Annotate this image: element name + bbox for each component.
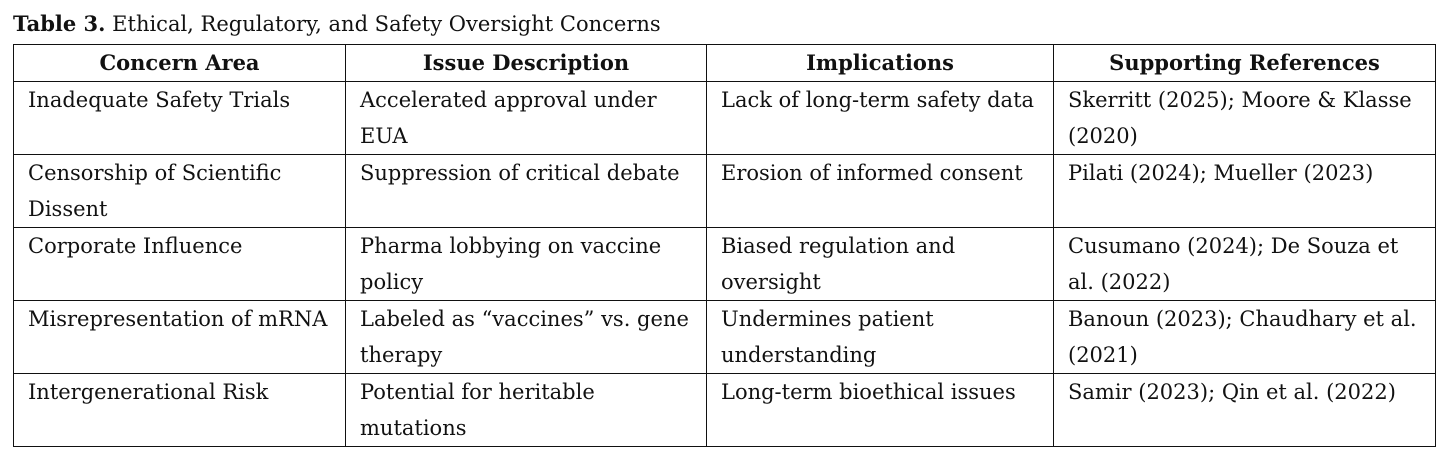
- table-row: [14, 301, 1436, 374]
- table-number: Table 3.: [13, 11, 106, 36]
- cell-supporting-references: Cusumano (2024); De Souza et al. (2022): [1054, 228, 1436, 301]
- table-title: Ethical, Regulatory, and Safety Oversight Concerns: [112, 12, 661, 36]
- table-row: [14, 155, 1436, 228]
- cell-concern-area: Censorship of Scientific Dissent: [14, 155, 346, 228]
- cell-implications: Long-term bioethical issues: [707, 374, 1054, 447]
- concerns-table: [13, 44, 1436, 447]
- cell-implications: Biased regulation and oversight: [707, 228, 1054, 301]
- cell-supporting-references: Skerritt (2025); Moore & Klasse (2020): [1054, 82, 1436, 155]
- cell-implications: Undermines patient understanding: [707, 301, 1054, 374]
- header-implications: Implications: [707, 45, 1054, 82]
- cell-concern-area: Misrepresentation of mRNA: [14, 301, 346, 374]
- header-concern-area: Concern Area: [14, 45, 346, 82]
- header-row: [14, 45, 1436, 82]
- table-caption: [13, 9, 661, 39]
- cell-implications: Erosion of informed consent: [707, 155, 1054, 228]
- cell-concern-area: Inadequate Safety Trials: [14, 82, 346, 155]
- cell-concern-area: Corporate Influence: [14, 228, 346, 301]
- cell-issue-description: Labeled as “vaccines” vs. gene therapy: [346, 301, 707, 374]
- cell-concern-area: Intergenerational Risk: [14, 374, 346, 447]
- cell-issue-description: Potential for heritable mutations: [346, 374, 707, 447]
- cell-supporting-references: Banoun (2023); Chaudhary et al. (2021): [1054, 301, 1436, 374]
- cell-supporting-references: Pilati (2024); Mueller (2023): [1054, 155, 1436, 228]
- cell-issue-description: Pharma lobbying on vaccine policy: [346, 228, 707, 301]
- cell-issue-description: Accelerated approval under EUA: [346, 82, 707, 155]
- cell-implications: Lack of long-term safety data: [707, 82, 1054, 155]
- table-row: [14, 374, 1436, 447]
- table-row: [14, 82, 1436, 155]
- cell-supporting-references: Samir (2023); Qin et al. (2022): [1054, 374, 1436, 447]
- cell-issue-description: Suppression of critical debate: [346, 155, 707, 228]
- table-row: [14, 228, 1436, 301]
- header-issue-description: Issue Description: [346, 45, 707, 82]
- header-supporting-references: Supporting References: [1054, 45, 1436, 82]
